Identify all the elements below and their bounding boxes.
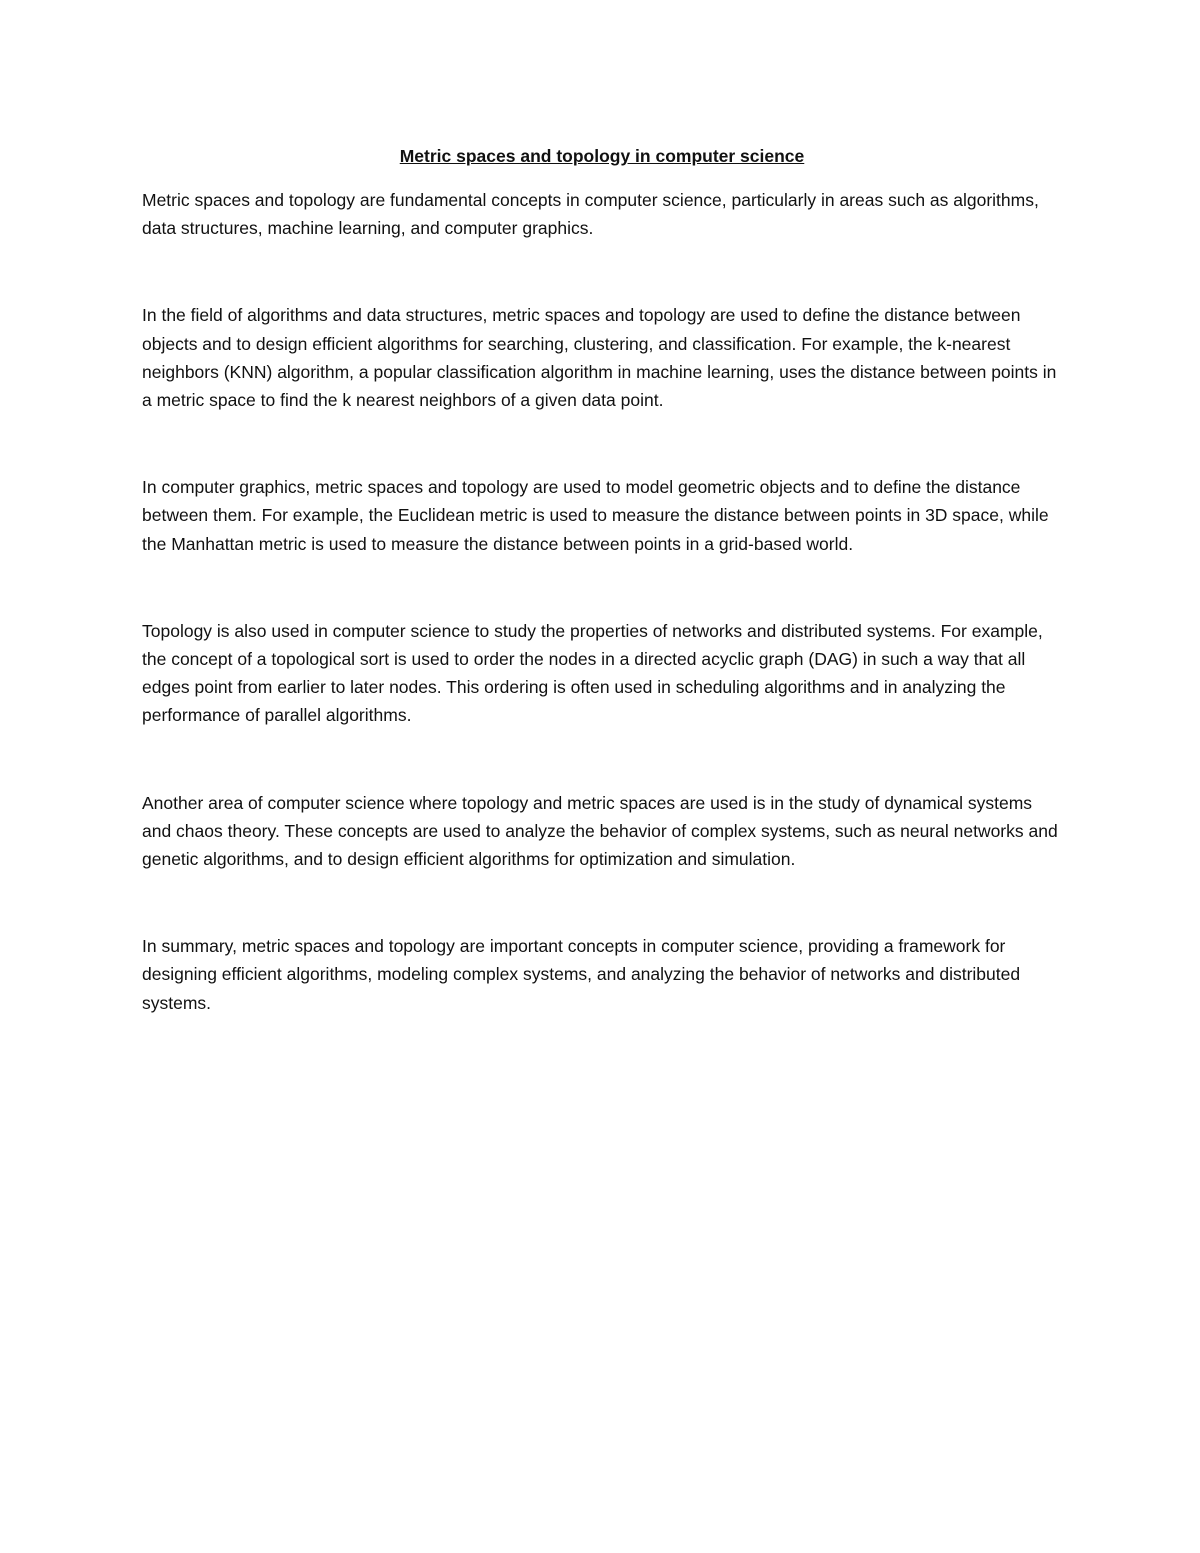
paragraph-summary: In summary, metric spaces and topology are important concepts in computer science, providing a framework for designing efficient algorithms, modeling complex systems, and analyzing the behavior of networks and distributed systems. bbox=[142, 936, 1021, 1013]
paragraph-dynamical-systems: Another area of computer science where topology and metric spaces are used is in the study of dynamical systems and chaos theory. These concepts are used to analyze the behavior of complex systems, such as neural networks and genetic algorithms, and to design efficient algorithms for optimization and simulation. bbox=[142, 792, 1058, 870]
document-title: Metric spaces and topology in computer science bbox=[399, 146, 805, 166]
paragraph-algorithms: In the field of algorithms and data structures, metric spaces and topology are used to define the distance between objects and to design efficient algorithms for searching, clustering, and classification. For example, the k-nearest neighbors (KNN) algorithm, a popular classification algorithm in machine learning, uses the distance between points in a metric space to find the k nearest neighbors of a given data point. bbox=[142, 305, 1057, 411]
document-body bbox=[142, 142, 1062, 1017]
paragraph-graphics: In computer graphics, metric spaces and topology are used to model geometric objects and to define the distance between them. For example, the Euclidean metric is used to measure the distance between points in 3D space, while the Manhattan metric is used to measure the distance between points in a grid-based world. bbox=[142, 477, 1049, 554]
paragraph-networks: Topology is also used in computer science to study the properties of networks and distributed systems. For example, the concept of a topological sort is used to order the nodes in a directed acyclic graph (DAG) in such a way that all edges point from earlier to later nodes. This ordering is often used in scheduling algorithms and in analyzing the performance of parallel algorithms. bbox=[142, 620, 1043, 726]
paragraph-intro: Metric spaces and topology are fundamental concepts in computer science, particularly in areas such as algorithms, data structures, machine learning, and computer graphics. bbox=[142, 190, 1039, 239]
